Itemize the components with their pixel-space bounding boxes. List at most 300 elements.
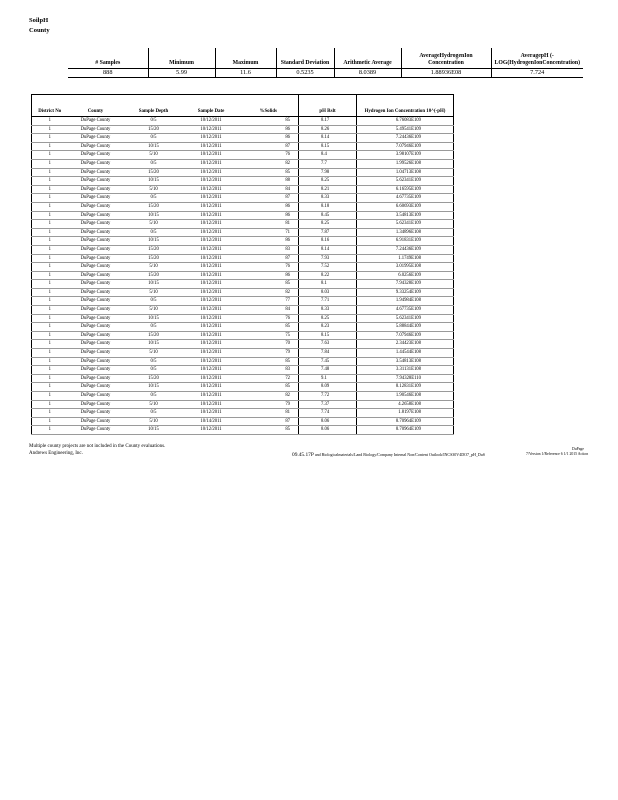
- solids-cell: 85: [239, 168, 299, 177]
- ph-cell: 7.63: [299, 340, 357, 349]
- hydrogen-cell: 5.49541E109: [357, 125, 454, 134]
- district-cell: 1: [32, 374, 68, 383]
- ph-cell: 8.15: [299, 331, 357, 340]
- ph-cell: 7.98: [299, 168, 357, 177]
- summary-header-minimum: Minimum: [148, 48, 215, 69]
- hydrogen-cell: 3.01995E108: [357, 263, 454, 272]
- footer-company: Andrews Engineering, Inc.: [29, 450, 83, 456]
- table-row: [32, 331, 454, 340]
- county-cell: DuPage County: [68, 202, 124, 211]
- district-cell: 1: [32, 263, 68, 272]
- date-cell: 10/12/2011: [184, 142, 239, 151]
- ph-cell: 7.84: [299, 349, 357, 358]
- summary-header-avg-ph: AveragepH (-LOG(HydrogenIonConcentration): [491, 48, 583, 69]
- district-cell: 1: [32, 340, 68, 349]
- sample-table: [31, 94, 454, 435]
- ph-cell: 8.06: [299, 426, 357, 435]
- solids-cell: 76: [239, 314, 299, 323]
- table-row: [32, 228, 454, 237]
- hydrogen-cell: 7.24436E109: [357, 245, 454, 254]
- county-cell: DuPage County: [68, 417, 124, 426]
- solids-cell: 79: [239, 400, 299, 409]
- solids-cell: 84: [239, 185, 299, 194]
- summary-arith-avg: 8.0389: [334, 69, 401, 78]
- county-cell: DuPage County: [68, 228, 124, 237]
- solids-cell: 71: [239, 228, 299, 237]
- hydrogen-cell: 5.62341E109: [357, 177, 454, 186]
- district-cell: 1: [32, 194, 68, 203]
- depth-cell: 10/15: [124, 237, 184, 246]
- table-row: [32, 306, 454, 315]
- date-cell: 10/12/2011: [184, 228, 239, 237]
- district-cell: 1: [32, 392, 68, 401]
- date-cell: 10/12/2011: [184, 220, 239, 229]
- table-row: [32, 159, 454, 168]
- table-row: [32, 297, 454, 306]
- table-row: [32, 142, 454, 151]
- table-row: [32, 392, 454, 401]
- date-cell: 10/12/2011: [184, 426, 239, 435]
- footer-right-line1: DuPage: [571, 447, 584, 451]
- ph-cell: 8.23: [299, 323, 357, 332]
- date-cell: 10/12/2011: [184, 168, 239, 177]
- hydrogen-cell: 8.70964E109: [357, 417, 454, 426]
- depth-cell: 15/20: [124, 374, 184, 383]
- date-cell: 10/12/2011: [184, 340, 239, 349]
- solids-cell: 86: [239, 134, 299, 143]
- district-cell: 1: [32, 159, 68, 168]
- hydrogen-cell: 7.07946E109: [357, 142, 454, 151]
- table-row: [32, 185, 454, 194]
- table-row: [32, 271, 454, 280]
- hydrogen-cell: 4.67735E109: [357, 194, 454, 203]
- hydrogen-cell: 1.44544E108: [357, 349, 454, 358]
- hydrogen-cell: 5.62341E109: [357, 314, 454, 323]
- ph-cell: 8.03: [299, 288, 357, 297]
- date-cell: 10/12/2011: [184, 245, 239, 254]
- summary-header-arith-avg: Arithmetic Average: [334, 48, 401, 69]
- depth-cell: 10/15: [124, 340, 184, 349]
- solids-cell: 76: [239, 151, 299, 160]
- date-cell: 10/12/2011: [184, 409, 239, 418]
- date-cell: 10/12/2011: [184, 177, 239, 186]
- footer-right-line2: 7/Version 1/Reference 6 1/1 2015 Action: [526, 452, 589, 456]
- solids-cell: 87: [239, 194, 299, 203]
- depth-cell: 15/20: [124, 125, 184, 134]
- solids-cell: 86: [239, 237, 299, 246]
- summary-avg-ph: 7.724: [491, 69, 583, 78]
- header-county: County: [68, 95, 124, 117]
- depth-cell: 0/5: [124, 159, 184, 168]
- table-row: [32, 125, 454, 134]
- county-cell: DuPage County: [68, 374, 124, 383]
- hydrogen-cell: 8.12831E109: [357, 383, 454, 392]
- county-cell: DuPage County: [68, 426, 124, 435]
- header-district: District No: [32, 95, 68, 117]
- date-cell: 10/12/2011: [184, 159, 239, 168]
- district-cell: 1: [32, 331, 68, 340]
- ph-cell: 8.06: [299, 417, 357, 426]
- district-cell: 1: [32, 117, 68, 126]
- ph-cell: 7.74: [299, 409, 357, 418]
- date-cell: 10/12/2011: [184, 357, 239, 366]
- table-row: [32, 245, 454, 254]
- depth-cell: 0/5: [124, 117, 184, 126]
- county-cell: DuPage County: [68, 314, 124, 323]
- date-cell: 10/12/2011: [184, 288, 239, 297]
- date-cell: 10/14/2011: [184, 417, 239, 426]
- hydrogen-cell: 1.99526E108: [357, 159, 454, 168]
- hydrogen-cell: 5.62341E109: [357, 220, 454, 229]
- depth-cell: 15/20: [124, 245, 184, 254]
- county-cell: DuPage County: [68, 409, 124, 418]
- solids-cell: 86: [239, 271, 299, 280]
- summary-table: [68, 48, 583, 78]
- hydrogen-cell: 8.70964E109: [357, 426, 454, 435]
- date-cell: 10/12/2011: [184, 400, 239, 409]
- county-cell: DuPage County: [68, 383, 124, 392]
- county-cell: DuPage County: [68, 211, 124, 220]
- county-cell: DuPage County: [68, 357, 124, 366]
- depth-cell: 0/5: [124, 228, 184, 237]
- date-cell: 10/12/2011: [184, 366, 239, 375]
- ph-cell: 8.25: [299, 220, 357, 229]
- table-row: [32, 134, 454, 143]
- county-cell: DuPage County: [68, 254, 124, 263]
- district-cell: 1: [32, 202, 68, 211]
- table-row: [32, 357, 454, 366]
- solids-cell: 88: [239, 177, 299, 186]
- county-cell: DuPage County: [68, 245, 124, 254]
- date-cell: 10/12/2011: [184, 271, 239, 280]
- county-cell: DuPage County: [68, 177, 124, 186]
- footer-center: [292, 452, 485, 458]
- hydrogen-cell: 3.98107E109: [357, 151, 454, 160]
- county-cell: DuPage County: [68, 168, 124, 177]
- solids-cell: 72: [239, 374, 299, 383]
- report-title: [29, 16, 50, 36]
- solids-cell: 85: [239, 383, 299, 392]
- date-cell: 10/12/2011: [184, 117, 239, 126]
- summary-header-stddev: Standard Deviation: [276, 48, 334, 69]
- depth-cell: 15/20: [124, 254, 184, 263]
- solids-cell: 77: [239, 297, 299, 306]
- solids-cell: 85: [239, 426, 299, 435]
- hydrogen-cell: 3.54813E108: [357, 357, 454, 366]
- depth-cell: 15/20: [124, 271, 184, 280]
- county-cell: DuPage County: [68, 263, 124, 272]
- county-cell: DuPage County: [68, 159, 124, 168]
- depth-cell: 10/15: [124, 142, 184, 151]
- depth-cell: 0/5: [124, 323, 184, 332]
- date-cell: 10/12/2011: [184, 263, 239, 272]
- district-cell: 1: [32, 254, 68, 263]
- summary-minimum: 5.99: [148, 69, 215, 78]
- county-cell: DuPage County: [68, 288, 124, 297]
- county-cell: DuPage County: [68, 392, 124, 401]
- depth-cell: 0/5: [124, 392, 184, 401]
- table-row: [32, 280, 454, 289]
- summary-header-samples: # Samples: [68, 48, 148, 69]
- table-row: [32, 263, 454, 272]
- solids-cell: 86: [239, 211, 299, 220]
- district-cell: 1: [32, 237, 68, 246]
- hydrogen-cell: 1.94984E108: [357, 297, 454, 306]
- table-row: [32, 168, 454, 177]
- summary-value-row: [68, 69, 583, 78]
- depth-cell: 15/20: [124, 168, 184, 177]
- header-ph: pH Rslt: [299, 95, 357, 117]
- hydrogen-cell: 6.76083E109: [357, 117, 454, 126]
- hydrogen-cell: 1.8197E108: [357, 409, 454, 418]
- ph-cell: 7.52: [299, 263, 357, 272]
- header-solids: %Solids: [239, 95, 299, 117]
- table-row: [32, 177, 454, 186]
- district-cell: 1: [32, 349, 68, 358]
- depth-cell: 10/15: [124, 211, 184, 220]
- solids-cell: 87: [239, 254, 299, 263]
- county-cell: DuPage County: [68, 306, 124, 315]
- date-cell: 10/12/2011: [184, 202, 239, 211]
- date-cell: 10/12/2011: [184, 349, 239, 358]
- ph-cell: 8.09: [299, 383, 357, 392]
- county-cell: DuPage County: [68, 323, 124, 332]
- ph-cell: 7.72: [299, 392, 357, 401]
- table-row: [32, 417, 454, 426]
- footer-path: and Biologicalmaterials/Land Biology/Company Internal Non/Content Outlook/INCS30V4DO7_pH_DuS: [314, 452, 485, 457]
- solids-cell: 76: [239, 263, 299, 272]
- county-cell: DuPage County: [68, 151, 124, 160]
- county-cell: DuPage County: [68, 400, 124, 409]
- table-row: [32, 254, 454, 263]
- hydrogen-cell: 7.24436E109: [357, 134, 454, 143]
- solids-cell: 70: [239, 340, 299, 349]
- district-cell: 1: [32, 383, 68, 392]
- solids-cell: 87: [239, 142, 299, 151]
- table-row: [32, 366, 454, 375]
- date-cell: 10/12/2011: [184, 134, 239, 143]
- footer-timestamp: 09.45.17P: [292, 452, 314, 458]
- date-cell: 10/12/2011: [184, 254, 239, 263]
- table-row: [32, 349, 454, 358]
- solids-cell: 83: [239, 366, 299, 375]
- depth-cell: 0/5: [124, 409, 184, 418]
- solids-cell: 85: [239, 117, 299, 126]
- hydrogen-cell: 6.0256E109: [357, 271, 454, 280]
- date-cell: 10/12/2011: [184, 392, 239, 401]
- county-cell: DuPage County: [68, 340, 124, 349]
- date-cell: 10/12/2011: [184, 125, 239, 134]
- district-cell: 1: [32, 400, 68, 409]
- table-row: [32, 323, 454, 332]
- depth-cell: 10/15: [124, 383, 184, 392]
- district-cell: 1: [32, 228, 68, 237]
- hydrogen-cell: 5.88844E109: [357, 323, 454, 332]
- solids-cell: 82: [239, 392, 299, 401]
- hydrogen-cell: 1.1749E108: [357, 254, 454, 263]
- date-cell: 10/12/2011: [184, 297, 239, 306]
- depth-cell: 0/5: [124, 134, 184, 143]
- county-cell: DuPage County: [68, 117, 124, 126]
- date-cell: 10/12/2011: [184, 237, 239, 246]
- date-cell: 10/12/2011: [184, 383, 239, 392]
- ph-cell: 7.45: [299, 357, 357, 366]
- county-cell: DuPage County: [68, 220, 124, 229]
- hydrogen-cell: 1.90546E108: [357, 392, 454, 401]
- date-cell: 10/12/2011: [184, 306, 239, 315]
- depth-cell: 5/10: [124, 151, 184, 160]
- depth-cell: 5/10: [124, 220, 184, 229]
- ph-cell: 8.33: [299, 306, 357, 315]
- ph-cell: 7.37: [299, 400, 357, 409]
- ph-cell: 7.93: [299, 254, 357, 263]
- district-cell: 1: [32, 288, 68, 297]
- district-cell: 1: [32, 417, 68, 426]
- district-cell: 1: [32, 125, 68, 134]
- table-row: [32, 117, 454, 126]
- ph-cell: 8.4: [299, 151, 357, 160]
- depth-cell: 0/5: [124, 366, 184, 375]
- footer-note: Multiple county projects are not included in the County evaluations.: [29, 444, 166, 449]
- ph-cell: 8.22: [299, 271, 357, 280]
- depth-cell: 15/20: [124, 331, 184, 340]
- hydrogen-cell: 1.04713E108: [357, 168, 454, 177]
- ph-cell: 7.7: [299, 159, 357, 168]
- hydrogen-cell: 6.91831E109: [357, 237, 454, 246]
- hydrogen-cell: 3.54813E109: [357, 211, 454, 220]
- district-cell: 1: [32, 142, 68, 151]
- depth-cell: 5/10: [124, 417, 184, 426]
- ph-cell: 7.71: [299, 297, 357, 306]
- table-row: [32, 314, 454, 323]
- table-row: [32, 288, 454, 297]
- summary-samples: 888: [68, 69, 148, 78]
- header-hydrogen: Hydrogen Ion Concentration 10^(-pH): [357, 95, 454, 117]
- depth-cell: 5/10: [124, 306, 184, 315]
- depth-cell: 5/10: [124, 288, 184, 297]
- hydrogen-cell: 4.2658E108: [357, 400, 454, 409]
- solids-cell: 82: [239, 159, 299, 168]
- solids-cell: 81: [239, 220, 299, 229]
- table-row: [32, 220, 454, 229]
- date-cell: 10/12/2011: [184, 280, 239, 289]
- solids-cell: 75: [239, 331, 299, 340]
- date-cell: 10/12/2011: [184, 185, 239, 194]
- ph-cell: 8.17: [299, 117, 357, 126]
- table-row: [32, 237, 454, 246]
- district-cell: 1: [32, 177, 68, 186]
- district-cell: 1: [32, 168, 68, 177]
- district-cell: 1: [32, 409, 68, 418]
- district-cell: 1: [32, 151, 68, 160]
- ph-cell: 8.26: [299, 125, 357, 134]
- subtitle-line: County: [29, 27, 50, 34]
- district-cell: 1: [32, 280, 68, 289]
- solids-cell: 85: [239, 323, 299, 332]
- ph-cell: 8.25: [299, 314, 357, 323]
- hydrogen-cell: 2.34423E108: [357, 340, 454, 349]
- depth-cell: 10/15: [124, 177, 184, 186]
- district-cell: 1: [32, 271, 68, 280]
- table-row: [32, 194, 454, 203]
- summary-stddev: 0.5235: [276, 69, 334, 78]
- depth-cell: 5/10: [124, 263, 184, 272]
- county-cell: DuPage County: [68, 194, 124, 203]
- hydrogen-cell: 7.94328E109: [357, 280, 454, 289]
- solids-cell: 85: [239, 280, 299, 289]
- solids-cell: 87: [239, 417, 299, 426]
- ph-cell: 8.15: [299, 142, 357, 151]
- date-cell: 10/12/2011: [184, 151, 239, 160]
- county-cell: DuPage County: [68, 237, 124, 246]
- district-cell: 1: [32, 306, 68, 315]
- county-cell: DuPage County: [68, 349, 124, 358]
- summary-header-row: [68, 48, 583, 69]
- table-row: [32, 400, 454, 409]
- title-line: SoilpH: [29, 17, 49, 24]
- ph-cell: 8.1: [299, 280, 357, 289]
- solids-cell: 82: [239, 288, 299, 297]
- district-cell: 1: [32, 297, 68, 306]
- table-row: [32, 409, 454, 418]
- summary-avg-hydrogen: 1.88936E08: [401, 69, 491, 78]
- depth-cell: 5/10: [124, 185, 184, 194]
- solids-cell: 79: [239, 349, 299, 358]
- solids-cell: 86: [239, 125, 299, 134]
- district-cell: 1: [32, 185, 68, 194]
- date-cell: 10/12/2011: [184, 374, 239, 383]
- table-row: [32, 426, 454, 435]
- district-cell: 1: [32, 245, 68, 254]
- table-row: [32, 383, 454, 392]
- hydrogen-cell: 9.33254E109: [357, 288, 454, 297]
- ph-cell: 8.45: [299, 211, 357, 220]
- depth-cell: 10/15: [124, 314, 184, 323]
- depth-cell: 5/10: [124, 349, 184, 358]
- county-cell: DuPage County: [68, 134, 124, 143]
- header-sample-depth: Sample Depth: [124, 95, 184, 117]
- county-cell: DuPage County: [68, 297, 124, 306]
- county-cell: DuPage County: [68, 331, 124, 340]
- depth-cell: 10/15: [124, 280, 184, 289]
- table-row: [32, 151, 454, 160]
- solids-cell: 86: [239, 202, 299, 211]
- county-cell: DuPage County: [68, 271, 124, 280]
- ph-cell: 7.87: [299, 228, 357, 237]
- solids-cell: 83: [239, 245, 299, 254]
- summary-maximum: 11.6: [215, 69, 276, 78]
- hydrogen-cell: 6.16595E109: [357, 185, 454, 194]
- ph-cell: 9.1: [299, 374, 357, 383]
- district-cell: 1: [32, 323, 68, 332]
- summary-header-maximum: Maximum: [215, 48, 276, 69]
- sample-header-row: [32, 95, 454, 117]
- hydrogen-cell: 6.60693E109: [357, 202, 454, 211]
- district-cell: 1: [32, 134, 68, 143]
- hydrogen-cell: 4.67735E109: [357, 306, 454, 315]
- county-cell: DuPage County: [68, 280, 124, 289]
- ph-cell: 8.21: [299, 185, 357, 194]
- hydrogen-cell: 7.07946E109: [357, 331, 454, 340]
- table-row: [32, 211, 454, 220]
- district-cell: 1: [32, 426, 68, 435]
- date-cell: 10/12/2011: [184, 314, 239, 323]
- district-cell: 1: [32, 366, 68, 375]
- ph-cell: 8.25: [299, 177, 357, 186]
- depth-cell: 0/5: [124, 297, 184, 306]
- depth-cell: 15/20: [124, 202, 184, 211]
- district-cell: 1: [32, 211, 68, 220]
